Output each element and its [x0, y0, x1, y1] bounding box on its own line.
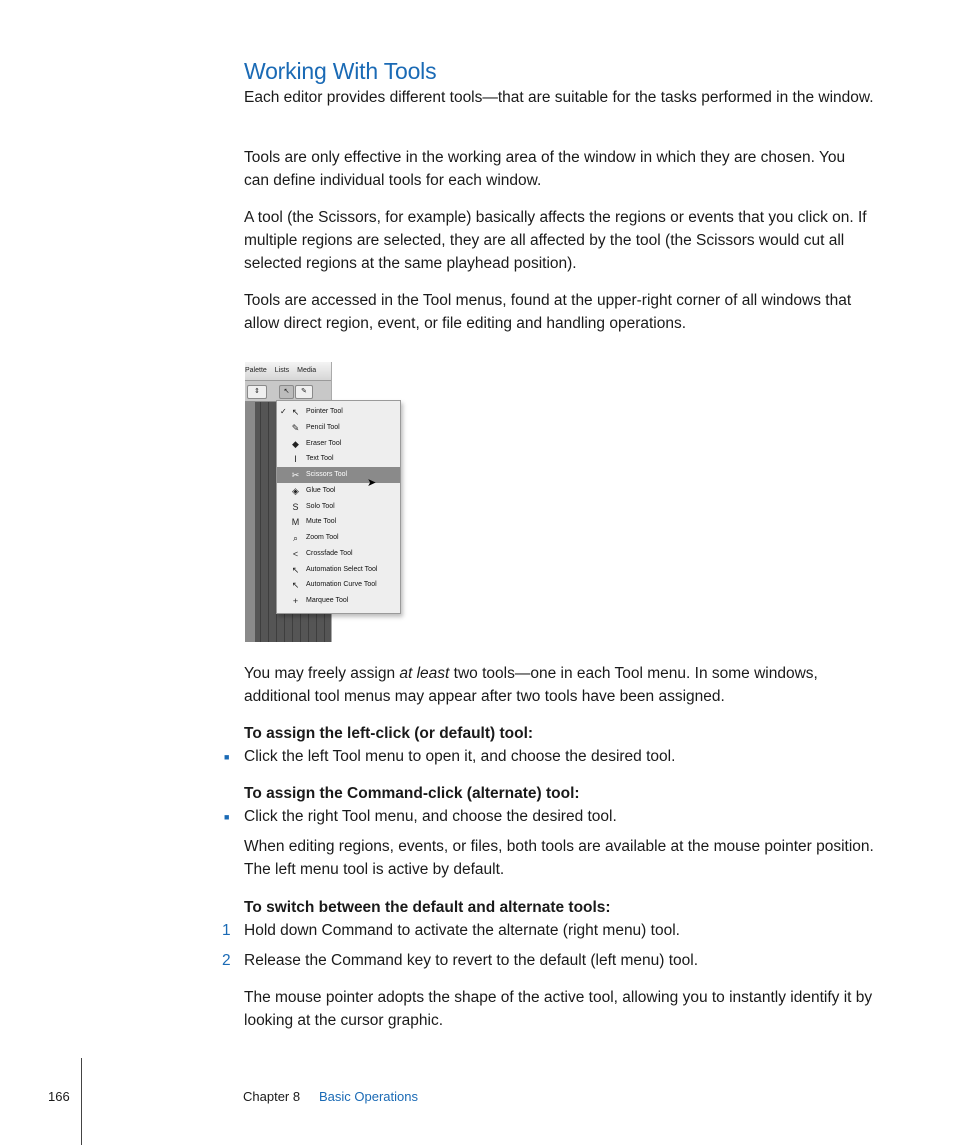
- menu-item-label: Marquee Tool: [306, 597, 349, 604]
- tool-menu: [276, 400, 401, 614]
- menu-item-label: Pencil Tool: [306, 423, 340, 431]
- menu-item-label: Automation Select Tool: [306, 565, 378, 573]
- menu-item-label: Pointer Tool: [306, 408, 343, 415]
- footer-divider: [81, 1058, 82, 1145]
- bullet-icon: ■: [224, 812, 230, 822]
- menu-item-glue-tool[interactable]: [277, 483, 400, 499]
- menu-item-label: Eraser Tool: [306, 439, 342, 447]
- right-tool-menu-button[interactable]: ✎: [295, 385, 313, 399]
- paragraph-tool-menus: Tools are accessed in the Tool menus, found at the upper-right corner of all windows that allow direct region, event, or file editing and handling operations.: [244, 292, 852, 332]
- page-number: 166: [48, 1089, 70, 1104]
- menu-item-zoom-tool[interactable]: [277, 530, 400, 546]
- eraser-icon: ◆: [292, 438, 299, 449]
- menu-item-label: Crossfade Tool: [306, 549, 353, 557]
- zoom-icon: ⌕: [292, 533, 299, 543]
- paragraph-scissors-example: A tool (the Scissors, for example) basically affects the regions or events that you click on. If multiple regions are selected, they are all affected by the tool (the Scissors would cut all selected regions at the same playhead position).: [244, 209, 867, 272]
- menu-item-pointer-tool[interactable]: [277, 404, 400, 420]
- paragraph-assign-tools: You may freely assign at least two tools—one in each Tool menu. In some windows, additional tool menus may appear after two tools have been assigned.: [244, 665, 818, 705]
- heading-command-click: To assign the Command-click (alternate) tool:: [244, 785, 580, 802]
- menu-item-automation-curve-tool[interactable]: [277, 577, 400, 593]
- paragraph-editing: When editing regions, events, or files, both tools are available at the mouse pointer position. The left menu tool is active by default.: [244, 838, 874, 878]
- marquee-icon: +: [292, 596, 299, 606]
- bullet-icon: ■: [224, 752, 230, 762]
- menu-item-scissors-tool[interactable]: [277, 467, 400, 483]
- window-tabs: [245, 362, 331, 381]
- window-toolbar: [245, 381, 331, 402]
- menu-item-pencil-tool[interactable]: [277, 420, 400, 436]
- menu-item-marquee-tool[interactable]: [277, 593, 400, 609]
- tab-palette[interactable]: Palette: [245, 367, 267, 374]
- menu-item-label: Automation Curve Tool: [306, 581, 377, 589]
- paragraph-editor-tools: Each editor provides different tools—that are suitable for the tasks performed in the window.: [244, 89, 874, 106]
- menu-item-label: Solo Tool: [306, 502, 335, 510]
- pencil-icon: ✎: [291, 422, 300, 433]
- menu-item-label: Glue Tool: [306, 486, 336, 494]
- menu-item-text-tool[interactable]: [277, 451, 400, 467]
- text-cursor-icon: I: [294, 454, 297, 465]
- menu-item-label: Scissors Tool: [306, 471, 348, 478]
- menu-item-label: Mute Tool: [306, 518, 337, 526]
- checkmark-icon: ✓: [280, 407, 287, 416]
- glue-icon: ◈: [292, 485, 299, 496]
- page-title: Working With Tools: [244, 58, 437, 84]
- pointer-icon: ↖: [291, 407, 300, 417]
- tab-media[interactable]: Media: [297, 367, 317, 374]
- menu-item-solo-tool[interactable]: [277, 499, 400, 515]
- tab-lists[interactable]: Lists: [274, 367, 290, 374]
- menu-item-automation-select-tool[interactable]: [277, 562, 400, 578]
- stepper-icon[interactable]: ⇕: [247, 385, 267, 399]
- heading-switch-tools: To switch between the default and alternate tools:: [244, 899, 611, 916]
- step-number: 2: [222, 952, 231, 969]
- left-tool-menu-button[interactable]: ↖: [279, 385, 294, 399]
- step-number: 1: [222, 922, 231, 939]
- scissors-icon: ✂: [291, 470, 300, 480]
- menu-item-label: Zoom Tool: [306, 534, 339, 541]
- bullet-command-click: Click the right Tool menu, and choose the desired tool.: [244, 808, 617, 825]
- mute-icon: M: [291, 517, 300, 528]
- crossfade-icon: <: [292, 548, 299, 559]
- menu-item-eraser-tool[interactable]: [277, 436, 400, 452]
- menu-item-crossfade-tool[interactable]: [277, 546, 400, 562]
- step-text: Hold down Command to activate the alternate (right menu) tool.: [244, 922, 680, 939]
- automation-select-icon: ↖: [291, 564, 300, 575]
- bullet-left-click: Click the left Tool menu to open it, and choose the desired tool.: [244, 748, 676, 765]
- footer-section: Basic Operations: [319, 1089, 418, 1104]
- mouse-cursor-icon: ➤: [367, 477, 377, 489]
- paragraph-cursor-shape: The mouse pointer adopts the shape of the active tool, allowing you to instantly identify it by looking at the cursor graphic.: [244, 989, 873, 1029]
- solo-icon: S: [292, 501, 299, 512]
- menu-item-label: Text Tool: [306, 455, 334, 463]
- tool-menu-figure: [245, 362, 400, 642]
- heading-left-click: To assign the left-click (or default) tool:: [244, 725, 534, 742]
- menu-item-mute-tool[interactable]: [277, 514, 400, 530]
- automation-curve-icon: ↖: [291, 580, 300, 591]
- step-text: Release the Command key to revert to the default (left menu) tool.: [244, 952, 699, 969]
- paragraph-working-area: Tools are only effective in the working area of the window in which they are chosen. You can define individual tools for each window.: [244, 149, 846, 189]
- footer-chapter: Chapter 8: [243, 1089, 301, 1104]
